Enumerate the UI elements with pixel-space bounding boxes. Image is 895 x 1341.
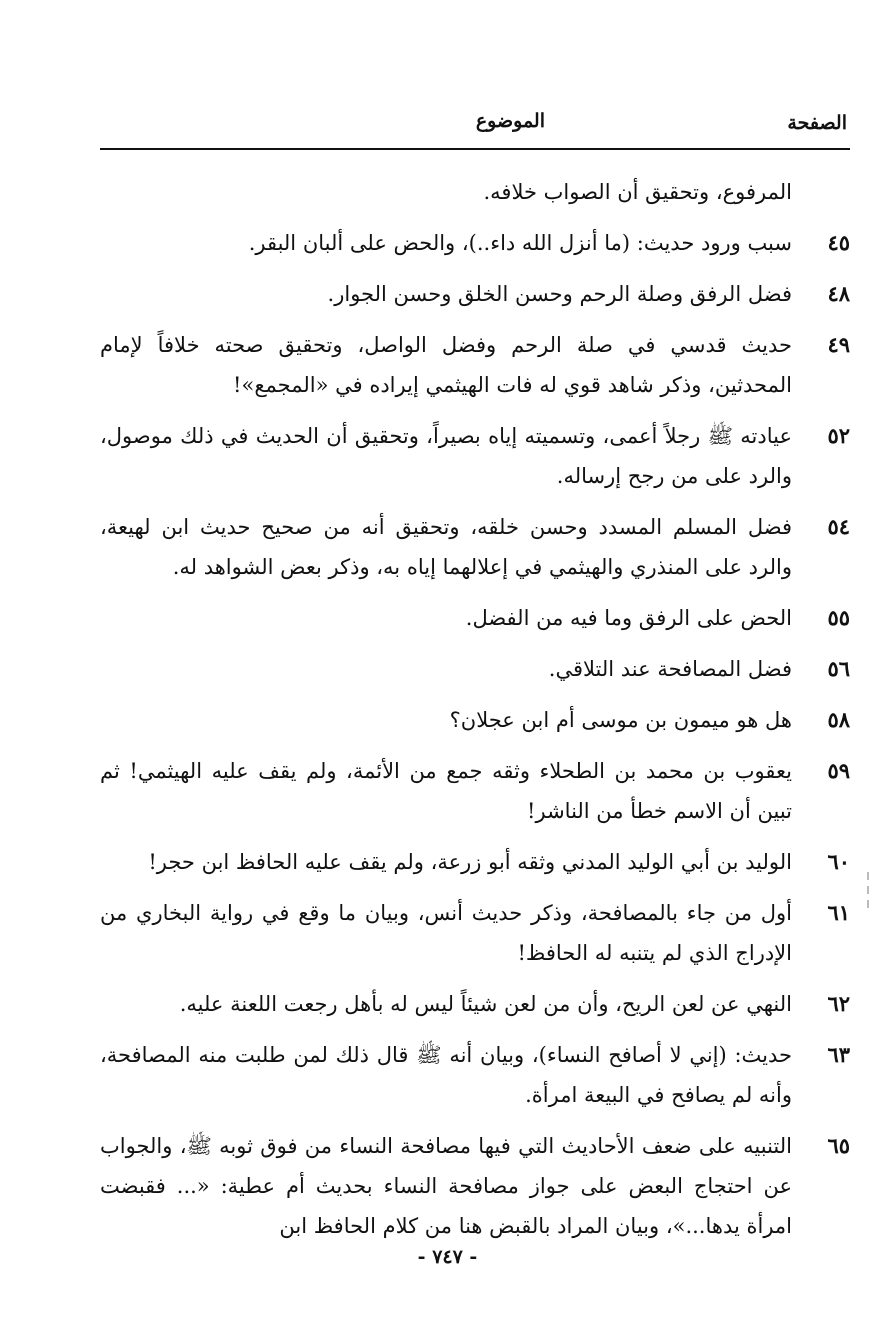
scan-margin-marks	[866, 872, 869, 912]
entry-topic: المرفوع، وتحقيق أن الصواب خلافه.	[483, 180, 792, 204]
index-header	[100, 112, 847, 144]
index-entry	[100, 1035, 850, 1115]
entry-page-number: ٦٥	[827, 1133, 850, 1158]
index-entry	[100, 223, 850, 263]
entry-topic: حديث: (إني لا أصافح النساء)، وبيان أنه ﷺ قال ذلك لمن طلبت منه المصافحة، وأنه لم يصافح في البيعة امرأة.	[100, 1043, 792, 1107]
index-entry	[100, 893, 850, 973]
entry-page-number: ٥٤	[827, 514, 850, 539]
entry-page-number: ٦٢	[827, 991, 850, 1016]
topic-column-label: الموضوع	[475, 110, 545, 132]
index-entry	[100, 416, 850, 496]
entry-topic: فضل الرفق وصلة الرحم وحسن الخلق وحسن الجوار.	[327, 282, 792, 306]
index-entry	[100, 325, 850, 405]
entry-page-number: ٦٣	[827, 1042, 850, 1067]
entry-page-number: ٤٨	[827, 281, 850, 306]
index-entry	[100, 507, 850, 587]
entry-topic: هل هو ميمون بن موسى أم ابن عجلان؟	[449, 708, 792, 732]
entry-topic: الوليد بن أبي الوليد المدني وثقه أبو زرعة، ولم يقف عليه الحافظ ابن حجر!	[148, 850, 792, 874]
entry-page-number: ٦٠	[827, 849, 850, 874]
index-entry	[100, 1126, 850, 1246]
entry-page-number: ٥٩	[827, 758, 850, 783]
entry-topic: فضل المصافحة عند التلاقي.	[548, 657, 792, 681]
entry-page-number: ٥٨	[827, 707, 850, 732]
entry-topic: فضل المسلم المسدد وحسن خلقه، وتحقيق أنه من صحيح حديث ابن لهيعة، والرد على المنذري والهيثمي في إعلالهما إياه به، وذكر بعض الشواهد له.	[100, 515, 792, 579]
entry-topic: النهي عن لعن الريح، وأن من لعن شيئاً ليس له بأهل رجعت اللعنة عليه.	[179, 992, 792, 1016]
entry-page-number: ٤٥	[827, 230, 850, 255]
entry-page-number: ٥٦	[827, 656, 850, 681]
entry-page-number: ٥٢	[827, 423, 850, 448]
index-entry	[100, 274, 850, 314]
index-entry	[100, 700, 850, 740]
index-entry	[100, 984, 850, 1024]
entry-topic: التنبيه على ضعف الأحاديث التي فيها مصافحة النساء من فوق ثوبه ﷺ، والجواب عن احتجاج البعض على جواز مصافحة النساء بحديث أم عطية: «... فقبضت امرأة يدها...»، وبيان المراد بالقبض هنا من كلام الحافظ ابن	[100, 1134, 792, 1238]
index-entries	[100, 172, 850, 1257]
page-number: - ٧٤٧ -	[417, 1246, 478, 1268]
entry-page-number: ٥٥	[827, 605, 850, 630]
entry-topic: سبب ورود حديث: (ما أنزل الله داء..)، والحض على ألبان البقر.	[248, 231, 792, 255]
entry-topic: أول من جاء بالمصافحة، وذكر حديث أنس، وبيان ما وقع في رواية البخاري من الإدراج الذي لم يتنبه له الحافظ!	[100, 901, 792, 965]
header-divider	[100, 148, 850, 150]
index-entry	[100, 649, 850, 689]
index-entry	[100, 172, 850, 212]
entry-page-number: ٦١	[827, 900, 850, 925]
entry-topic: عيادته ﷺ رجلاً أعمى، وتسميته إياه بصيراً، وتحقيق أن الحديث في ذلك موصول، والرد على من رجح إرساله.	[100, 424, 792, 488]
entry-topic: حديث قدسي في صلة الرحم وفضل الواصل، وتحقيق صحته خلافاً لإمام المحدثين، وذكر شاهد قوي له فات الهيثمي إيراده في «المجمع»!	[100, 333, 792, 397]
page-column-label: الصفحة	[787, 112, 847, 134]
entry-topic: يعقوب بن محمد بن الطحلاء وثقه جمع من الأئمة، ولم يقف عليه الهيثمي! ثم تبين أن الاسم خطأ من الناشر!	[100, 759, 792, 823]
index-entry	[100, 842, 850, 882]
entry-topic: الحض على الرفق وما فيه من الفضل.	[465, 606, 792, 630]
entry-page-number: ٤٩	[827, 332, 850, 357]
index-entry	[100, 598, 850, 638]
index-entry	[100, 751, 850, 831]
